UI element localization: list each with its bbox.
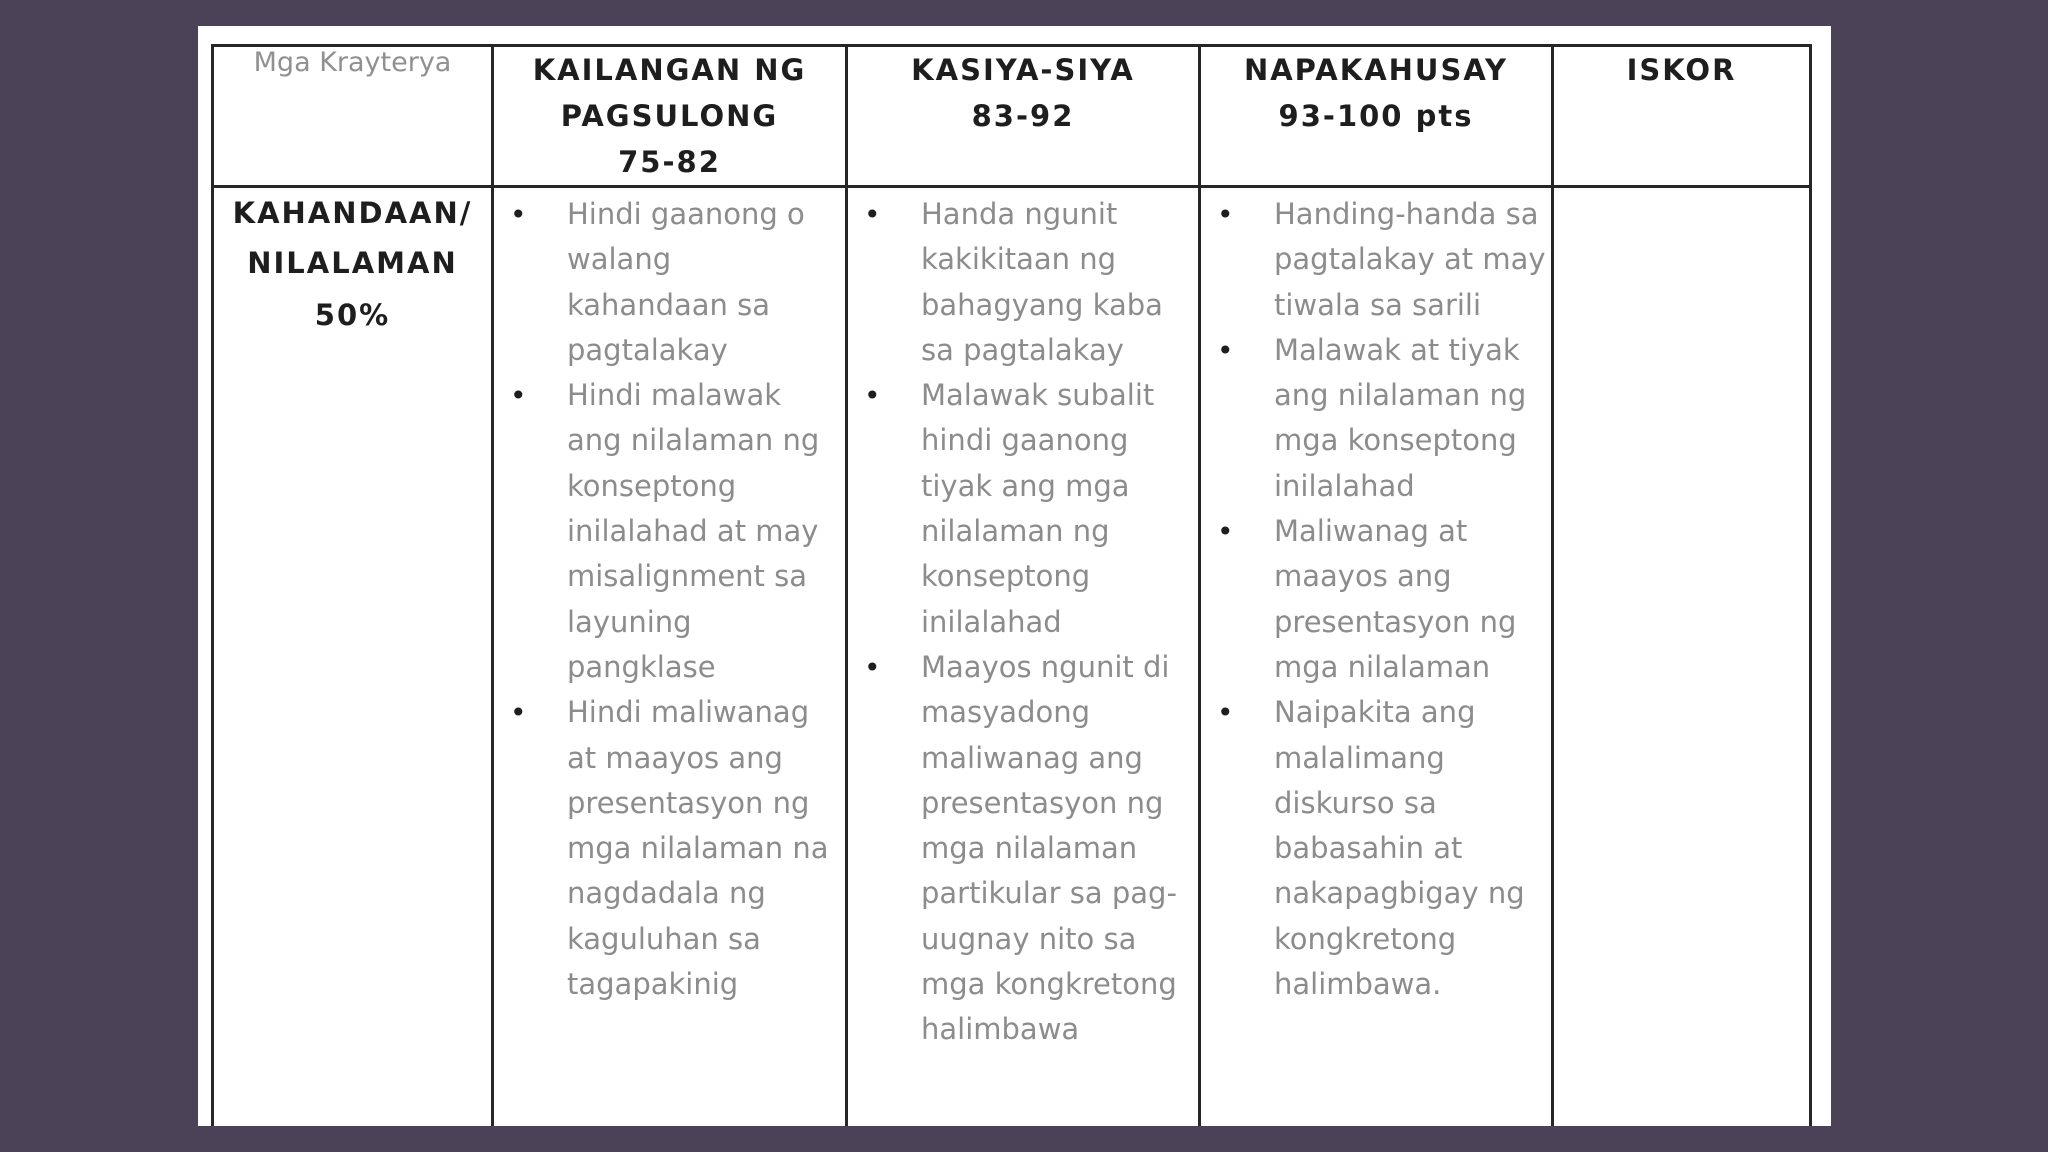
descriptor-list [494, 192, 845, 1007]
level-title-line: PAGSULONG [560, 99, 779, 133]
descriptor-cell-kailangan [493, 187, 847, 1127]
descriptor-item: • Naipakita ang malalimang diskurso sa babasahin at nakapagbigay ng kongkretong halimbawa. [1201, 690, 1551, 1007]
criterion-name-line: KAHANDAAN/ [232, 196, 473, 230]
score-header-cell [1553, 46, 1811, 187]
level-header-napakahusay [1200, 46, 1553, 187]
descriptor-cell-kasiya [847, 187, 1200, 1127]
descriptor-item: • Malawak subalit hindi gaanong tiyak ang mga nilalaman ng konseptong inilalahad [848, 373, 1198, 645]
score-cell [1553, 187, 1811, 1127]
criteria-header-cell [213, 46, 493, 187]
criterion-name-line: NILALAMAN [247, 246, 458, 280]
level-title-line: KASIYA-SIYA [911, 53, 1135, 87]
descriptor-item: • Hindi gaanong o walang kahandaan sa pagtalakay [494, 192, 845, 373]
level-range: 93-100 pts [1278, 99, 1474, 133]
descriptor-item: • Hindi malawak ang nilalaman ng konseptong inilalahad at may misalignment sa layuning pangklase [494, 373, 845, 690]
descriptor-item: • Maayos ngunit di masyadong maliwanag ang presentasyon ng mga nilalaman partikular sa pag-uugnay nito sa mga kongkretong halimbawa [848, 645, 1198, 1053]
descriptor-item: • Hindi maliwanag at maayos ang presentasyon ng mga nilalaman na nagdadala ng kaguluhan sa tagapakinig [494, 690, 845, 1007]
level-header-kailangan [493, 46, 847, 187]
criterion-row [213, 187, 1811, 1127]
level-range: 83-92 [971, 99, 1075, 133]
level-title-line: NAPAKAHUSAY [1243, 53, 1509, 87]
score-header-label: ISKOR [1626, 53, 1737, 87]
descriptor-item: • Handing-handa sa pagtalakay at may tiwala sa sarili [1201, 192, 1551, 328]
descriptor-item: • Maliwanag at maayos ang presentasyon ng mga nilalaman [1201, 509, 1551, 690]
criterion-cell [213, 187, 493, 1127]
rubric-page [198, 26, 1831, 1126]
rubric-table [211, 44, 1812, 1126]
descriptor-item: • Malawak at tiyak ang nilalaman ng mga konseptong inilalahad [1201, 328, 1551, 509]
descriptor-list [848, 192, 1198, 1053]
criteria-header-label: Mga Krayterya [253, 47, 452, 78]
level-title-line: KAILANGAN NG [532, 53, 807, 87]
descriptor-list [1201, 192, 1551, 1007]
level-header-kasiya [847, 46, 1200, 187]
level-range: 75-82 [618, 145, 721, 179]
header-row [213, 46, 1811, 187]
criterion-weight: 50% [314, 298, 391, 332]
descriptor-item: • Handa ngunit kakikitaan ng bahagyang kaba sa pagtalakay [848, 192, 1198, 373]
descriptor-cell-napakahusay [1200, 187, 1553, 1127]
